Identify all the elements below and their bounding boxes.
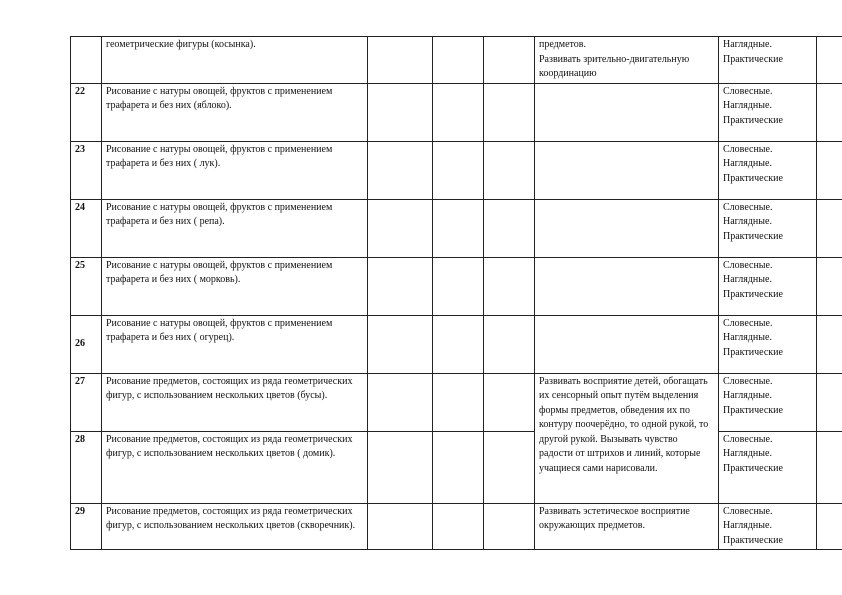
empty-cell [817,199,842,257]
lesson-goal [535,199,719,257]
empty-cell [817,141,842,199]
lesson-topic: Рисование предметов, состоящих из ряда геометрических фигур, с использованием нескольких цветов ( домик). [102,431,368,503]
lesson-goal [535,141,719,199]
method-item: Словесные. [723,201,773,213]
lesson-topic: Рисование с натуры овощей, фруктов с применением трафарета и без них ( огурец). [102,315,368,373]
lesson-goal [535,315,719,373]
empty-cell [368,141,433,199]
empty-cell [433,83,484,141]
lesson-topic: Рисование с натуры овощей, фруктов с применением трафарета и без них (яблоко). [102,83,368,141]
method-item: Практические [723,114,783,126]
empty-cell [368,199,433,257]
method-item: Словесные. [723,433,773,445]
method-item: Практические [723,346,783,358]
method-item: Наглядные. [723,100,772,111]
empty-cell [433,37,484,84]
empty-cell [484,37,535,84]
method-item: Словесные. [723,259,773,271]
method-item: Наглядные. [723,390,772,401]
lesson-goal: Развивать эстетическое восприятие окружающих предметов. [535,503,719,550]
method-item: Практические [723,53,783,65]
empty-cell [433,257,484,315]
teaching-methods [719,199,817,257]
teaching-methods [719,503,817,550]
row-number: 28 [71,431,102,503]
method-item: Практические [723,462,783,474]
empty-cell [484,373,535,431]
teaching-methods [719,257,817,315]
table-row [71,257,842,315]
empty-cell [484,199,535,257]
method-item: Словесные. [723,143,773,155]
empty-cell [433,431,484,503]
method-item: Практические [723,534,783,546]
row-number: 27 [71,373,102,431]
table-row [71,83,842,141]
method-item: Наглядные. [723,332,772,343]
goal-text: предметов. Развивать зрительно-двигательную координацию [539,39,690,79]
method-item: Наглядные. [723,520,772,531]
empty-cell [817,83,842,141]
method-item: Словесные. [723,85,773,97]
row-number: 24 [71,199,102,257]
lesson-goal [535,83,719,141]
empty-cell [368,83,433,141]
lesson-topic: Рисование предметов, состоящих из ряда геометрических фигур, с использованием нескольких цветов (скворечник). [102,503,368,550]
table-row [71,199,842,257]
table-row [71,431,842,503]
lesson-topic: Рисование с натуры овощей, фруктов с применением трафарета и без них ( репа). [102,199,368,257]
method-item: Словесные. [723,375,773,387]
empty-cell [817,257,842,315]
empty-cell [817,431,842,503]
row-number [71,37,102,84]
empty-cell [484,141,535,199]
teaching-methods [719,315,817,373]
method-item: Наглядные. [723,448,772,459]
empty-cell [368,257,433,315]
empty-cell [484,315,535,373]
lesson-topic: Рисование с натуры овощей, фруктов с применением трафарета и без них ( лук). [102,141,368,199]
empty-cell [368,315,433,373]
method-item: Наглядные. [723,39,772,50]
method-item: Наглядные. [723,274,772,285]
method-item: Практические [723,172,783,184]
lesson-goal [535,257,719,315]
empty-cell [817,315,842,373]
table-row [71,141,842,199]
lesson-goal [535,37,719,84]
teaching-methods [719,83,817,141]
table-row [71,373,842,431]
table-row [71,315,842,373]
row-number: 23 [71,141,102,199]
empty-cell [484,257,535,315]
method-item: Наглядные. [723,216,772,227]
empty-cell [433,141,484,199]
empty-cell [817,37,842,84]
empty-cell [433,199,484,257]
teaching-methods [719,373,817,431]
row-number: 22 [71,83,102,141]
table-row [71,503,842,550]
empty-cell [817,373,842,431]
empty-cell [433,503,484,550]
lesson-goal: Развивать восприятие детей, обогащать их сенсорный опыт путём выделения формы предметов, обведения их по контуру поочерёдно, то одной рукой, то другой рукой. Вызывать чувство радости от штрихов и линий, которые учащиеся сами нарисовали. [535,373,719,503]
empty-cell [368,503,433,550]
teaching-methods [719,431,817,503]
row-number: 26 [71,315,102,373]
empty-cell [433,315,484,373]
empty-cell [368,37,433,84]
lesson-topic: геометрические фигуры (косынка). [102,37,368,84]
method-item: Практические [723,288,783,300]
method-item: Практические [723,230,783,242]
empty-cell [484,503,535,550]
lesson-topic: Рисование предметов, состоящих из ряда геометрических фигур, с использованием нескольких цветов (бусы). [102,373,368,431]
empty-cell [368,373,433,431]
teaching-methods [719,141,817,199]
method-item: Наглядные. [723,158,772,169]
method-item: Словесные. [723,505,773,517]
empty-cell [368,431,433,503]
empty-cell [484,431,535,503]
method-item: Словесные. [723,317,773,329]
empty-cell [817,503,842,550]
table-row [71,37,842,84]
lesson-topic: Рисование с натуры овощей, фруктов с применением трафарета и без них ( морковь). [102,257,368,315]
row-number: 29 [71,503,102,550]
lesson-plan-table [70,36,842,550]
row-number: 25 [71,257,102,315]
empty-cell [484,83,535,141]
method-item: Практические [723,404,783,416]
empty-cell [433,373,484,431]
teaching-methods [719,37,817,84]
